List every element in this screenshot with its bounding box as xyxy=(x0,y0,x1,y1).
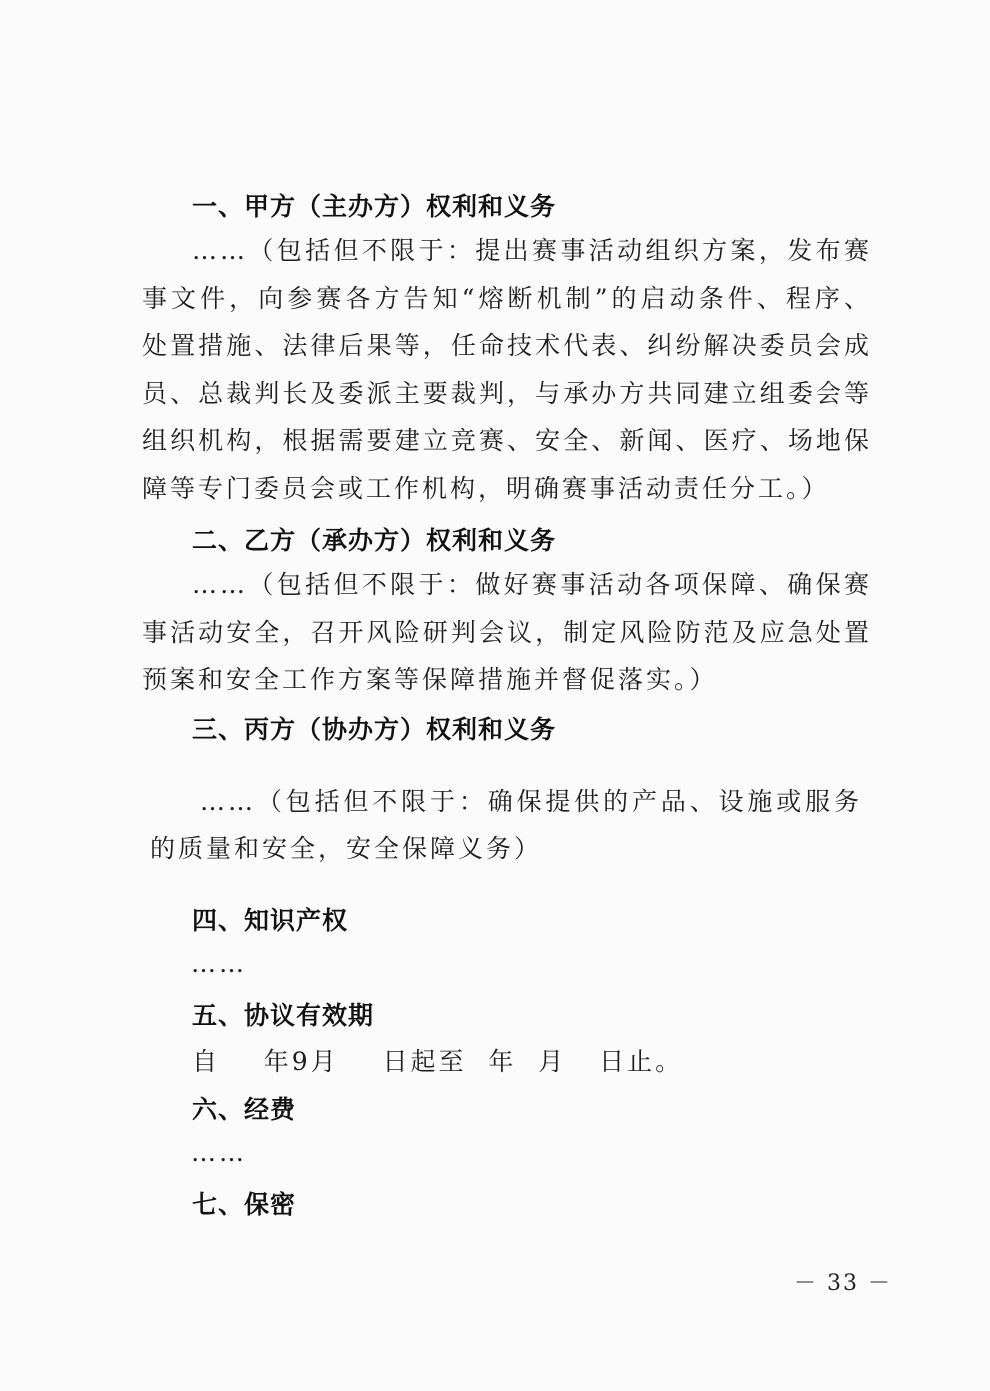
section-heading-4: 四、知识产权 xyxy=(192,906,349,935)
section-heading-2: 二、乙方（承办方）权利和义务 xyxy=(192,526,557,555)
section-body-2: ……（包括但不限于：做好赛事活动各项保障、确保赛事活动安全，召开风险研判会议，制定风险防范及应急处置预案和安全工作方案等保障措施并督促落实。） xyxy=(142,570,872,694)
section-heading-1: 一、甲方（主办方）权利和义务 xyxy=(192,192,557,221)
page-number: － 33 － xyxy=(794,1271,892,1296)
section-heading-3: 三、丙方（协办方）权利和义务 xyxy=(192,715,557,744)
section-body-1: ……（包括但不限于：提出赛事活动组织方案，发布赛事文件，向参赛各方告知“熔断机制”的启动条件、程序、处置措施、法律后果等，任命技术代表、纠纷解决委员会成员、总裁判长及委派主要裁判，与承办方共同建立组委会等组织机构，根据需要建立竞赛、安全、新闻、医疗、场地保障等专门委员会或工作机构，明确赛事活动责任分工。） xyxy=(142,236,872,503)
section-heading-5: 五、协议有效期 xyxy=(192,1001,375,1030)
section-body-6: …… xyxy=(191,1138,247,1167)
section-heading-7: 七、保密 xyxy=(192,1190,297,1219)
section-body-5: 自 年9月 日起至 年 月 日止。 xyxy=(192,1047,684,1076)
section-body-4: …… xyxy=(191,949,247,978)
section-heading-6: 六、经费 xyxy=(192,1095,297,1124)
section-body-3: ……（包括但不限于：确保提供的产品、设施或服务的质量和安全，安全保障义务） xyxy=(150,787,862,863)
